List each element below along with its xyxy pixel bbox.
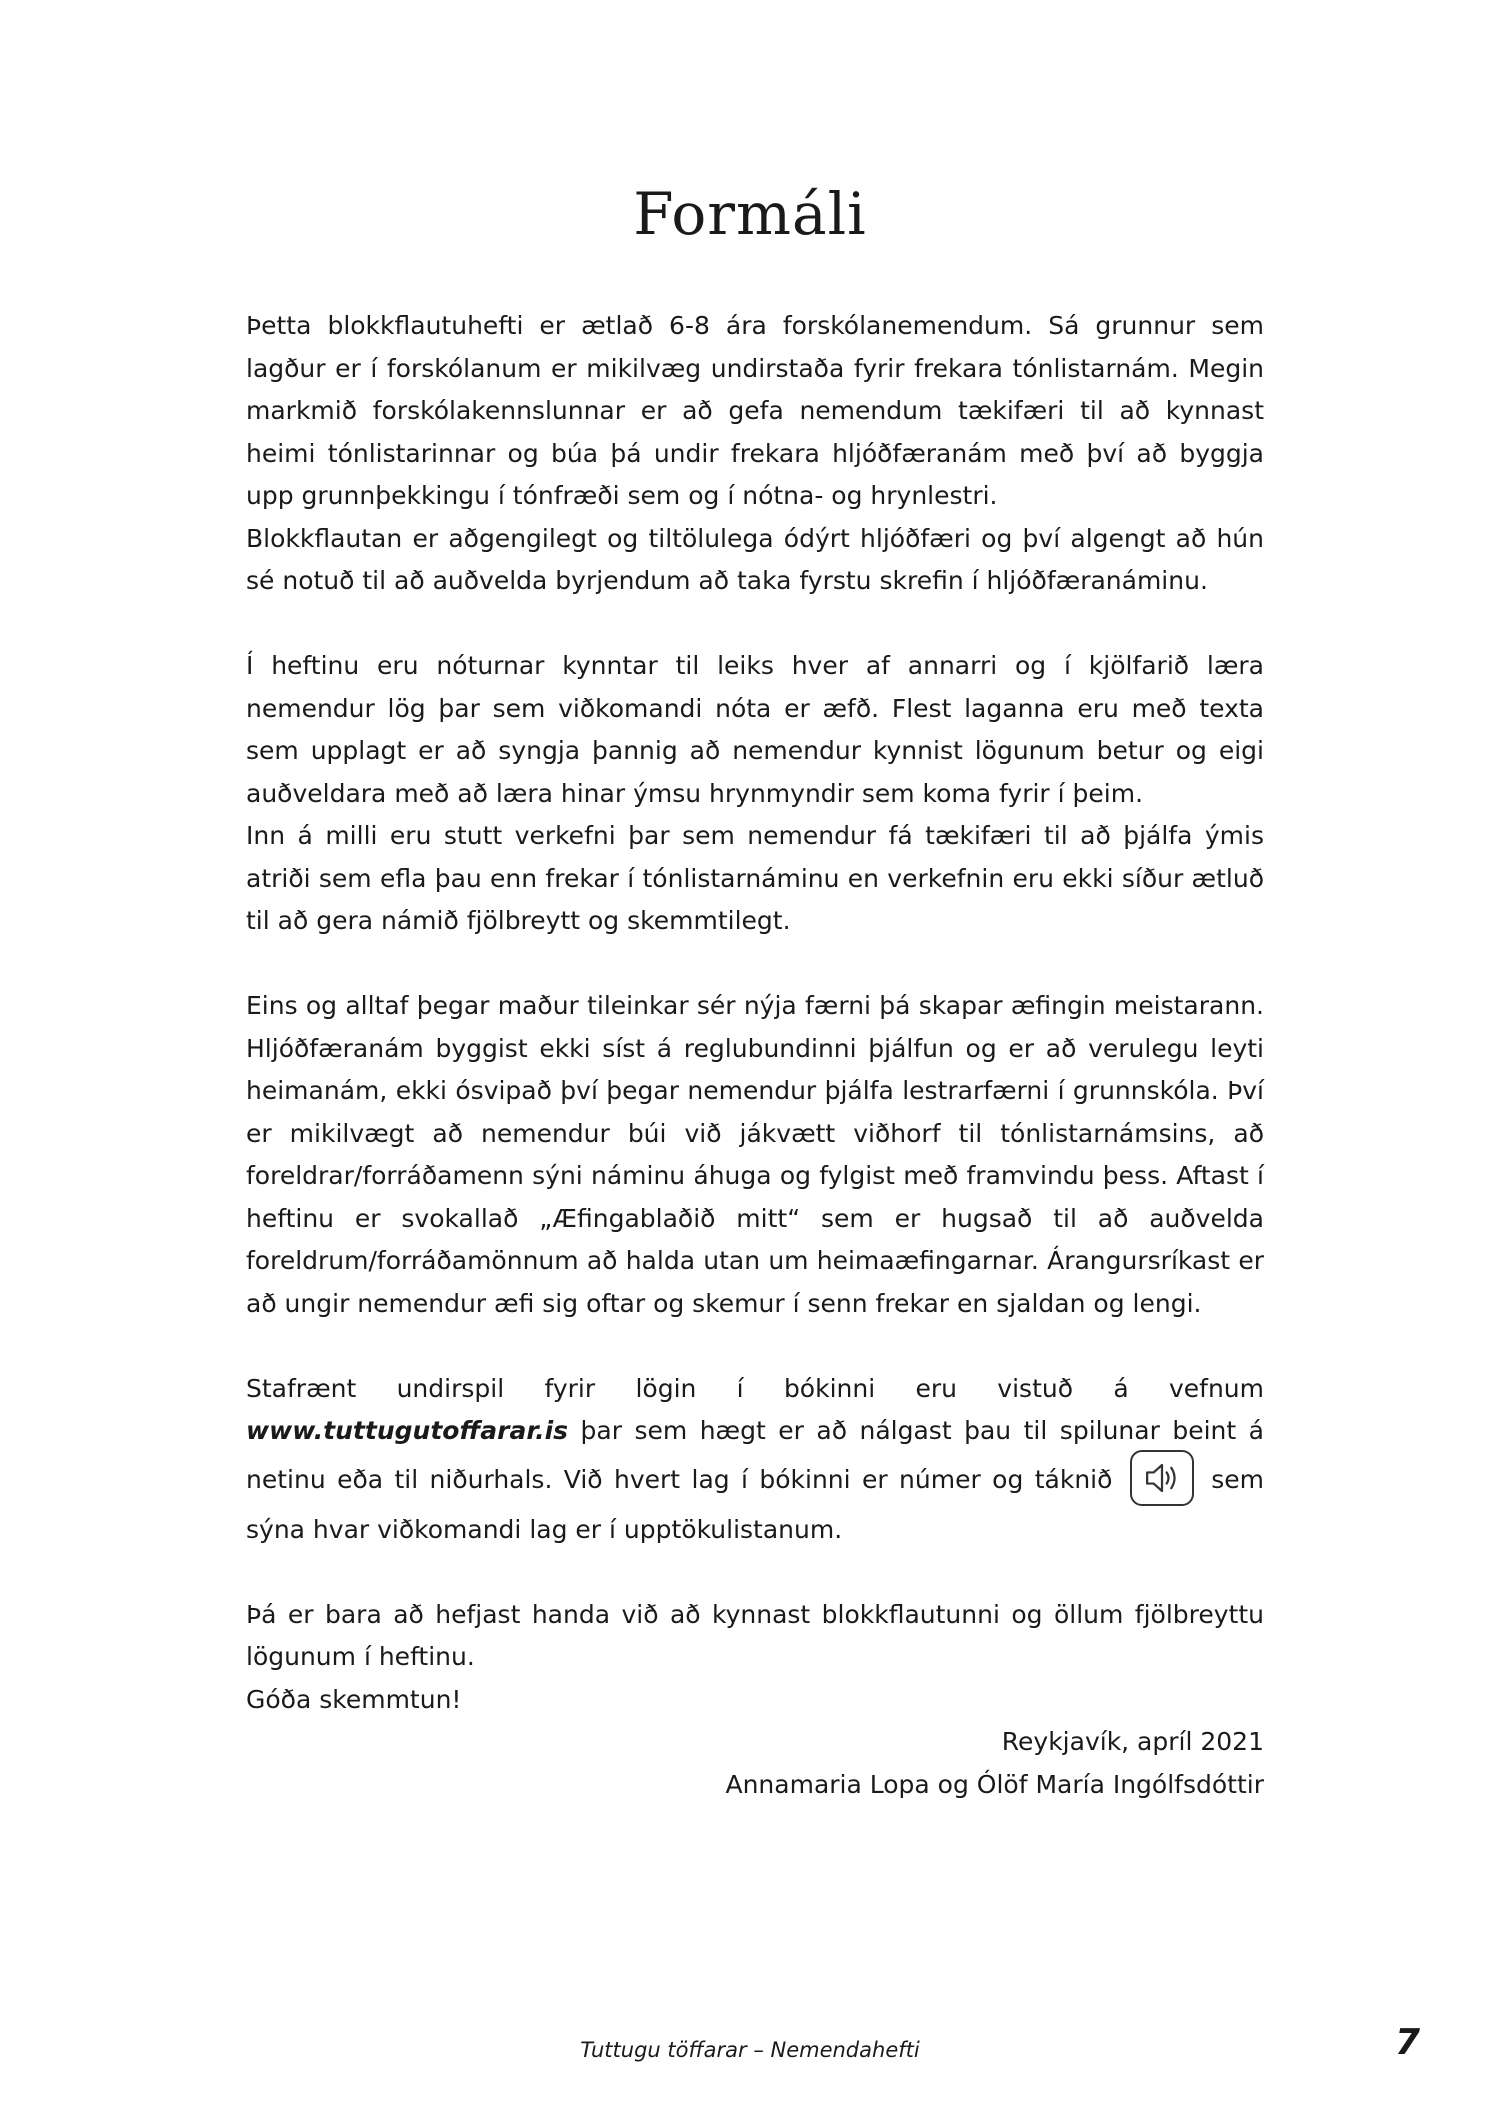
intro-paragraph [246, 305, 1264, 603]
paragraph-text: Þetta blokkflautuhefti er ætlað 6-8 ára forskólanemendum. Sá grunnur sem lagður er í forskólanum er mikilvæg undirstaða fyrir frekara tónlistarnám. Megin markmið forskólakennslunnar er að gefa nemendum tækifæri til að kynnast heimi tónlistarinnar og búa þá undir frekara hljóðfæranám með því að byggja upp grunnþekkingu í tónfræði sem og í nótna- og hrynlestri. [246, 311, 1264, 510]
page-title: Formáli [633, 180, 867, 248]
paragraph-text: Blokkflautan er aðgengilegt og tiltölulega ódýrt hljóðfæri og því algengt að hún sé notuð til að auðvelda byrjendum að taka fyrstu skrefin í hljóðfæranáminu. [246, 523, 1264, 595]
page-content [246, 305, 1264, 1806]
paragraph-text: Þá er bara að hefjast handa við að kynnast blokkflautunni og öllum fjölbreyttu lögunum í heftinu. [246, 1599, 1264, 1671]
audio-paragraph [246, 1368, 1264, 1552]
audio-text-before-url: Stafrænt undirspil fyrir lögin í bókinni eru vistuð á vefnum [246, 1373, 1264, 1403]
notes-paragraph [246, 645, 1264, 943]
closing-paragraph [246, 1594, 1264, 1722]
website-link[interactable]: www.tuttugutoffarar.is [246, 1416, 569, 1445]
practice-paragraph [246, 985, 1264, 1325]
page-number: 7 [1394, 2022, 1420, 2063]
place-date: Reykjavík, apríl 2021 [1001, 1727, 1264, 1756]
paragraph-text: Í heftinu eru nóturnar kynntar til leiks hver af annarri og í kjölfarið læra nemendur lög þar sem viðkomandi nóta er æfð. Flest laganna eru með texta sem upplagt er að syngja þannig að nemendur kynnist lögunum betur og eigi auðveldara með að læra hinar ýmsu hrynmyndir sem koma fyrir í þeim. [246, 651, 1264, 808]
audio-text-after-icon: sem sýna hvar viðkomandi lag er í upptökulistanum. [246, 1464, 1264, 1544]
paragraph-text: Eins og alltaf þegar maður tileinkar sér nýja færni þá skapar æfingin meistarann. Hljóðfæranám byggist ekki síst á reglubundinni þjálfun og er að verulegu leyti heimanám, ekki ósvipað því þegar nemendur þjálfa lestrarfærni í grunnskóla. Því er mikilvægt að nemendur búi við jákvætt viðhorf til tónlistarnámsins, að foreldrar/forráðamenn sýni náminu áhuga og fylgist með framvindu þess. Aftast í heftinu er svokallað „Æfingablaðið mitt“ sem er hugsað til að auðvelda foreldrum/forráðamönnum að halda utan um heimaæfingarnar. Árangursríkast er að ungir nemendur æfi sig oftar og skemur í senn frekar en sjaldan og lengi. [246, 991, 1264, 1318]
authors: Annamaria Lopa og Ólöf María Ingólfsdóttir [725, 1769, 1264, 1799]
footer-book-title: Tuttugu töffarar – Nemendahefti [580, 2038, 920, 2062]
paragraph-text: Góða skemmtun! [246, 1684, 462, 1714]
paragraph-text: Inn á milli eru stutt verkefni þar sem nemendur fá tækifæri til að þjálfa ýmis atriði sem efla þau enn frekar í tónlistarnáminu en verkefnin eru ekki síður ætluð til að gera námið fjölbreytt og skemmtilegt. [246, 821, 1264, 935]
audio-text-after-url: þar sem hægt er að nálgast þau til spilunar beint á netinu eða til niðurhals. Við hvert lag í bókinni er númer og táknið [246, 1416, 1264, 1494]
signature-block [246, 1721, 1264, 1806]
speaker-icon [1130, 1450, 1194, 1506]
